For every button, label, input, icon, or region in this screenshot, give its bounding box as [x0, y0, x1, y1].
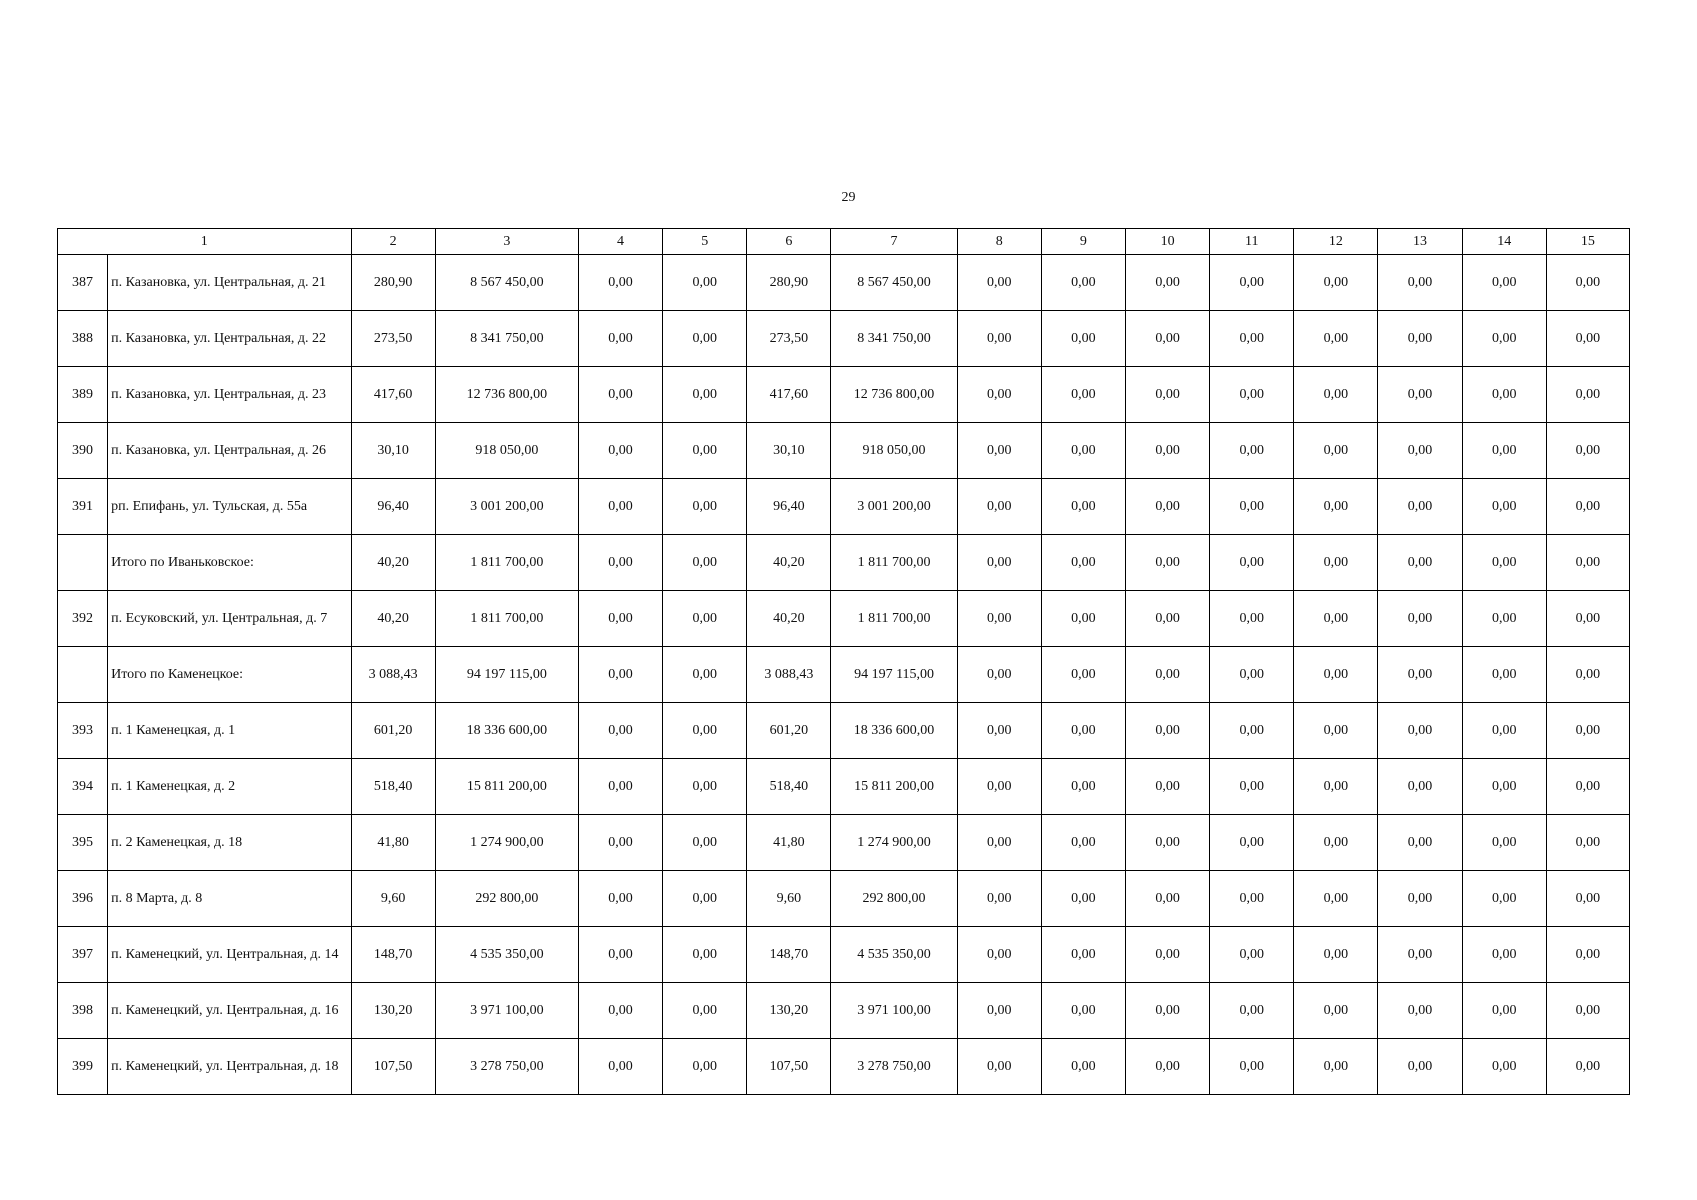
table-row [58, 255, 1630, 311]
cell-c10: 0,00 [1125, 927, 1209, 983]
cell-c8: 0,00 [957, 423, 1041, 479]
column-header: 4 [578, 229, 662, 255]
cell-c7: 12 736 800,00 [831, 367, 957, 423]
cell-c13: 0,00 [1378, 703, 1462, 759]
cell-c8: 0,00 [957, 1039, 1041, 1095]
cell-c12: 0,00 [1294, 759, 1378, 815]
cell-c3: 918 050,00 [435, 423, 578, 479]
cell-c5: 0,00 [663, 591, 747, 647]
row-number-cell: 387 [58, 255, 108, 311]
table-row [58, 703, 1630, 759]
table-row [58, 927, 1630, 983]
cell-c2: 107,50 [351, 1039, 435, 1095]
address-cell: п. 2 Каменецкая, д. 18 [108, 815, 351, 871]
cell-c11: 0,00 [1210, 367, 1294, 423]
cell-c8: 0,00 [957, 871, 1041, 927]
cell-c6: 518,40 [747, 759, 831, 815]
row-number-cell: 392 [58, 591, 108, 647]
cell-c9: 0,00 [1041, 423, 1125, 479]
address-cell: п. Казановка, ул. Центральная, д. 26 [108, 423, 351, 479]
cell-c6: 148,70 [747, 927, 831, 983]
cell-c2: 40,20 [351, 535, 435, 591]
cell-c15: 0,00 [1546, 591, 1629, 647]
cell-c14: 0,00 [1462, 255, 1546, 311]
cell-c12: 0,00 [1294, 535, 1378, 591]
cell-c10: 0,00 [1125, 479, 1209, 535]
cell-c10: 0,00 [1125, 703, 1209, 759]
cell-c7: 4 535 350,00 [831, 927, 957, 983]
cell-c2: 273,50 [351, 311, 435, 367]
address-cell: п. Казановка, ул. Центральная, д. 22 [108, 311, 351, 367]
cell-c6: 30,10 [747, 423, 831, 479]
cell-c6: 3 088,43 [747, 647, 831, 703]
cell-c6: 41,80 [747, 815, 831, 871]
cell-c10: 0,00 [1125, 311, 1209, 367]
cell-c8: 0,00 [957, 759, 1041, 815]
cell-c14: 0,00 [1462, 367, 1546, 423]
cell-c4: 0,00 [578, 759, 662, 815]
cell-c2: 96,40 [351, 479, 435, 535]
cell-c9: 0,00 [1041, 927, 1125, 983]
cell-c2: 417,60 [351, 367, 435, 423]
cell-c3: 3 278 750,00 [435, 1039, 578, 1095]
cell-c10: 0,00 [1125, 871, 1209, 927]
cell-c15: 0,00 [1546, 535, 1629, 591]
cell-c2: 601,20 [351, 703, 435, 759]
cell-c3: 1 274 900,00 [435, 815, 578, 871]
cell-c12: 0,00 [1294, 647, 1378, 703]
cell-c13: 0,00 [1378, 815, 1462, 871]
table-row [58, 983, 1630, 1039]
cell-c4: 0,00 [578, 255, 662, 311]
cell-c13: 0,00 [1378, 759, 1462, 815]
column-header: 11 [1210, 229, 1294, 255]
table-row [58, 591, 1630, 647]
column-header: 10 [1125, 229, 1209, 255]
cell-c3: 8 567 450,00 [435, 255, 578, 311]
cell-c10: 0,00 [1125, 1039, 1209, 1095]
address-cell: п. Каменецкий, ул. Центральная, д. 18 [108, 1039, 351, 1095]
row-number-cell: 397 [58, 927, 108, 983]
cell-c7: 3 971 100,00 [831, 983, 957, 1039]
cell-c10: 0,00 [1125, 815, 1209, 871]
address-cell: рп. Епифань, ул. Тульская, д. 55а [108, 479, 351, 535]
table-row [58, 479, 1630, 535]
cell-c13: 0,00 [1378, 479, 1462, 535]
table-row [58, 759, 1630, 815]
cell-c5: 0,00 [663, 703, 747, 759]
cell-c6: 40,20 [747, 591, 831, 647]
cell-c3: 1 811 700,00 [435, 591, 578, 647]
address-cell: п. Есуковский, ул. Центральная, д. 7 [108, 591, 351, 647]
row-number-cell: 395 [58, 815, 108, 871]
cell-c10: 0,00 [1125, 535, 1209, 591]
cell-c6: 280,90 [747, 255, 831, 311]
column-header: 3 [435, 229, 578, 255]
table-row [58, 311, 1630, 367]
row-number-cell: 398 [58, 983, 108, 1039]
row-number-cell: 394 [58, 759, 108, 815]
cell-c2: 130,20 [351, 983, 435, 1039]
cell-c5: 0,00 [663, 535, 747, 591]
cell-c12: 0,00 [1294, 255, 1378, 311]
cell-c5: 0,00 [663, 311, 747, 367]
column-header: 9 [1041, 229, 1125, 255]
cell-c15: 0,00 [1546, 983, 1629, 1039]
cell-c14: 0,00 [1462, 591, 1546, 647]
row-number-cell: 393 [58, 703, 108, 759]
column-header: 5 [663, 229, 747, 255]
cell-c11: 0,00 [1210, 871, 1294, 927]
cell-c7: 1 274 900,00 [831, 815, 957, 871]
cell-c4: 0,00 [578, 927, 662, 983]
cell-c5: 0,00 [663, 983, 747, 1039]
cell-c3: 3 001 200,00 [435, 479, 578, 535]
cell-c15: 0,00 [1546, 311, 1629, 367]
cell-c5: 0,00 [663, 423, 747, 479]
cell-c10: 0,00 [1125, 255, 1209, 311]
column-header: 2 [351, 229, 435, 255]
cell-c10: 0,00 [1125, 647, 1209, 703]
cell-c9: 0,00 [1041, 759, 1125, 815]
cell-c4: 0,00 [578, 311, 662, 367]
cell-c14: 0,00 [1462, 815, 1546, 871]
row-number-cell: 391 [58, 479, 108, 535]
address-cell: п. Каменецкий, ул. Центральная, д. 16 [108, 983, 351, 1039]
row-number-cell [58, 647, 108, 703]
cell-c13: 0,00 [1378, 367, 1462, 423]
cell-c7: 292 800,00 [831, 871, 957, 927]
cell-c13: 0,00 [1378, 927, 1462, 983]
cell-c15: 0,00 [1546, 647, 1629, 703]
cell-c4: 0,00 [578, 1039, 662, 1095]
cell-c8: 0,00 [957, 703, 1041, 759]
row-number-cell [58, 535, 108, 591]
cell-c14: 0,00 [1462, 311, 1546, 367]
cell-c3: 3 971 100,00 [435, 983, 578, 1039]
cell-c12: 0,00 [1294, 591, 1378, 647]
cell-c14: 0,00 [1462, 535, 1546, 591]
column-header: 14 [1462, 229, 1546, 255]
cell-c9: 0,00 [1041, 591, 1125, 647]
column-number-header [58, 229, 1630, 255]
address-cell: Итого по Каменецкое: [108, 647, 351, 703]
cell-c8: 0,00 [957, 591, 1041, 647]
cell-c14: 0,00 [1462, 647, 1546, 703]
column-header: 8 [957, 229, 1041, 255]
cell-c8: 0,00 [957, 479, 1041, 535]
cell-c5: 0,00 [663, 1039, 747, 1095]
cell-c6: 40,20 [747, 535, 831, 591]
cell-c12: 0,00 [1294, 983, 1378, 1039]
cell-c5: 0,00 [663, 927, 747, 983]
cell-c11: 0,00 [1210, 255, 1294, 311]
column-header: 13 [1378, 229, 1462, 255]
cell-c11: 0,00 [1210, 647, 1294, 703]
cell-c9: 0,00 [1041, 815, 1125, 871]
address-cell: п. Казановка, ул. Центральная, д. 21 [108, 255, 351, 311]
cell-c15: 0,00 [1546, 479, 1629, 535]
column-header: 7 [831, 229, 957, 255]
cell-c15: 0,00 [1546, 815, 1629, 871]
cell-c8: 0,00 [957, 647, 1041, 703]
table-body [58, 255, 1630, 1095]
cell-c6: 601,20 [747, 703, 831, 759]
column-header: 1 [58, 229, 352, 255]
cell-c13: 0,00 [1378, 591, 1462, 647]
cell-c15: 0,00 [1546, 423, 1629, 479]
cell-c3: 18 336 600,00 [435, 703, 578, 759]
cell-c13: 0,00 [1378, 1039, 1462, 1095]
cell-c14: 0,00 [1462, 1039, 1546, 1095]
page-number: 29 [841, 190, 856, 205]
cell-c14: 0,00 [1462, 703, 1546, 759]
address-cell: п. 1 Каменецкая, д. 1 [108, 703, 351, 759]
table-row [58, 1039, 1630, 1095]
cell-c9: 0,00 [1041, 871, 1125, 927]
cell-c12: 0,00 [1294, 871, 1378, 927]
cell-c13: 0,00 [1378, 255, 1462, 311]
cell-c12: 0,00 [1294, 479, 1378, 535]
cell-c15: 0,00 [1546, 367, 1629, 423]
cell-c5: 0,00 [663, 647, 747, 703]
cell-c9: 0,00 [1041, 367, 1125, 423]
cell-c7: 8 567 450,00 [831, 255, 957, 311]
cell-c12: 0,00 [1294, 311, 1378, 367]
cell-c2: 3 088,43 [351, 647, 435, 703]
cell-c2: 9,60 [351, 871, 435, 927]
cell-c2: 40,20 [351, 591, 435, 647]
cell-c8: 0,00 [957, 535, 1041, 591]
cell-c10: 0,00 [1125, 367, 1209, 423]
cell-c4: 0,00 [578, 367, 662, 423]
cell-c10: 0,00 [1125, 759, 1209, 815]
cell-c3: 8 341 750,00 [435, 311, 578, 367]
row-number-cell: 390 [58, 423, 108, 479]
cell-c9: 0,00 [1041, 311, 1125, 367]
cell-c13: 0,00 [1378, 647, 1462, 703]
cell-c11: 0,00 [1210, 1039, 1294, 1095]
cell-c7: 3 278 750,00 [831, 1039, 957, 1095]
cell-c5: 0,00 [663, 871, 747, 927]
cell-c3: 15 811 200,00 [435, 759, 578, 815]
cell-c5: 0,00 [663, 479, 747, 535]
row-number-cell: 388 [58, 311, 108, 367]
cell-c11: 0,00 [1210, 479, 1294, 535]
cell-c8: 0,00 [957, 927, 1041, 983]
subtotal-row [58, 535, 1630, 591]
cell-c7: 8 341 750,00 [831, 311, 957, 367]
cell-c4: 0,00 [578, 871, 662, 927]
cell-c4: 0,00 [578, 591, 662, 647]
cell-c12: 0,00 [1294, 1039, 1378, 1095]
cell-c4: 0,00 [578, 423, 662, 479]
cell-c6: 273,50 [747, 311, 831, 367]
cell-c8: 0,00 [957, 983, 1041, 1039]
cell-c14: 0,00 [1462, 927, 1546, 983]
cell-c2: 30,10 [351, 423, 435, 479]
address-cell: п. 8 Марта, д. 8 [108, 871, 351, 927]
cell-c10: 0,00 [1125, 983, 1209, 1039]
cell-c9: 0,00 [1041, 983, 1125, 1039]
cell-c4: 0,00 [578, 703, 662, 759]
cell-c5: 0,00 [663, 759, 747, 815]
cell-c12: 0,00 [1294, 927, 1378, 983]
cell-c6: 417,60 [747, 367, 831, 423]
table-row [58, 815, 1630, 871]
cell-c2: 280,90 [351, 255, 435, 311]
table-row [58, 871, 1630, 927]
cell-c9: 0,00 [1041, 479, 1125, 535]
cell-c10: 0,00 [1125, 423, 1209, 479]
cell-c2: 148,70 [351, 927, 435, 983]
cell-c9: 0,00 [1041, 647, 1125, 703]
cell-c9: 0,00 [1041, 1039, 1125, 1095]
cell-c7: 1 811 700,00 [831, 535, 957, 591]
cell-c4: 0,00 [578, 647, 662, 703]
row-number-cell: 389 [58, 367, 108, 423]
cell-c4: 0,00 [578, 983, 662, 1039]
address-cell: п. Каменецкий, ул. Центральная, д. 14 [108, 927, 351, 983]
cell-c14: 0,00 [1462, 871, 1546, 927]
cell-c3: 1 811 700,00 [435, 535, 578, 591]
cell-c10: 0,00 [1125, 591, 1209, 647]
cell-c11: 0,00 [1210, 423, 1294, 479]
cell-c15: 0,00 [1546, 703, 1629, 759]
cell-c9: 0,00 [1041, 535, 1125, 591]
subtotal-row [58, 647, 1630, 703]
cell-c14: 0,00 [1462, 479, 1546, 535]
cell-c13: 0,00 [1378, 423, 1462, 479]
cell-c13: 0,00 [1378, 871, 1462, 927]
cell-c3: 4 535 350,00 [435, 927, 578, 983]
cell-c3: 94 197 115,00 [435, 647, 578, 703]
cell-c13: 0,00 [1378, 311, 1462, 367]
row-number-cell: 399 [58, 1039, 108, 1095]
cell-c15: 0,00 [1546, 927, 1629, 983]
cell-c7: 3 001 200,00 [831, 479, 957, 535]
cell-c12: 0,00 [1294, 703, 1378, 759]
cell-c12: 0,00 [1294, 423, 1378, 479]
cell-c15: 0,00 [1546, 871, 1629, 927]
cell-c12: 0,00 [1294, 367, 1378, 423]
cell-c11: 0,00 [1210, 983, 1294, 1039]
cell-c7: 94 197 115,00 [831, 647, 957, 703]
cell-c3: 292 800,00 [435, 871, 578, 927]
cell-c4: 0,00 [578, 535, 662, 591]
cell-c12: 0,00 [1294, 815, 1378, 871]
cell-c6: 130,20 [747, 983, 831, 1039]
table-row [58, 423, 1630, 479]
cell-c6: 107,50 [747, 1039, 831, 1095]
cell-c13: 0,00 [1378, 983, 1462, 1039]
cell-c15: 0,00 [1546, 759, 1629, 815]
cell-c9: 0,00 [1041, 255, 1125, 311]
row-number-cell: 396 [58, 871, 108, 927]
cell-c7: 18 336 600,00 [831, 703, 957, 759]
data-table [57, 228, 1630, 1095]
cell-c6: 9,60 [747, 871, 831, 927]
cell-c7: 1 811 700,00 [831, 591, 957, 647]
column-header: 12 [1294, 229, 1378, 255]
cell-c11: 0,00 [1210, 703, 1294, 759]
address-cell: п. Казановка, ул. Центральная, д. 23 [108, 367, 351, 423]
cell-c11: 0,00 [1210, 311, 1294, 367]
cell-c14: 0,00 [1462, 423, 1546, 479]
address-cell: Итого по Иваньковское: [108, 535, 351, 591]
cell-c3: 12 736 800,00 [435, 367, 578, 423]
cell-c5: 0,00 [663, 815, 747, 871]
cell-c2: 518,40 [351, 759, 435, 815]
cell-c14: 0,00 [1462, 983, 1546, 1039]
cell-c11: 0,00 [1210, 759, 1294, 815]
cell-c7: 15 811 200,00 [831, 759, 957, 815]
cell-c6: 96,40 [747, 479, 831, 535]
cell-c15: 0,00 [1546, 255, 1629, 311]
cell-c11: 0,00 [1210, 591, 1294, 647]
cell-c11: 0,00 [1210, 927, 1294, 983]
column-header: 15 [1546, 229, 1629, 255]
cell-c5: 0,00 [663, 255, 747, 311]
cell-c14: 0,00 [1462, 759, 1546, 815]
cell-c4: 0,00 [578, 815, 662, 871]
cell-c7: 918 050,00 [831, 423, 957, 479]
cell-c9: 0,00 [1041, 703, 1125, 759]
address-cell: п. 1 Каменецкая, д. 2 [108, 759, 351, 815]
table-row [58, 367, 1630, 423]
cell-c15: 0,00 [1546, 1039, 1629, 1095]
cell-c8: 0,00 [957, 367, 1041, 423]
cell-c8: 0,00 [957, 255, 1041, 311]
cell-c8: 0,00 [957, 311, 1041, 367]
cell-c5: 0,00 [663, 367, 747, 423]
cell-c11: 0,00 [1210, 815, 1294, 871]
cell-c8: 0,00 [957, 815, 1041, 871]
cell-c2: 41,80 [351, 815, 435, 871]
cell-c11: 0,00 [1210, 535, 1294, 591]
cell-c13: 0,00 [1378, 535, 1462, 591]
cell-c4: 0,00 [578, 479, 662, 535]
column-header: 6 [747, 229, 831, 255]
